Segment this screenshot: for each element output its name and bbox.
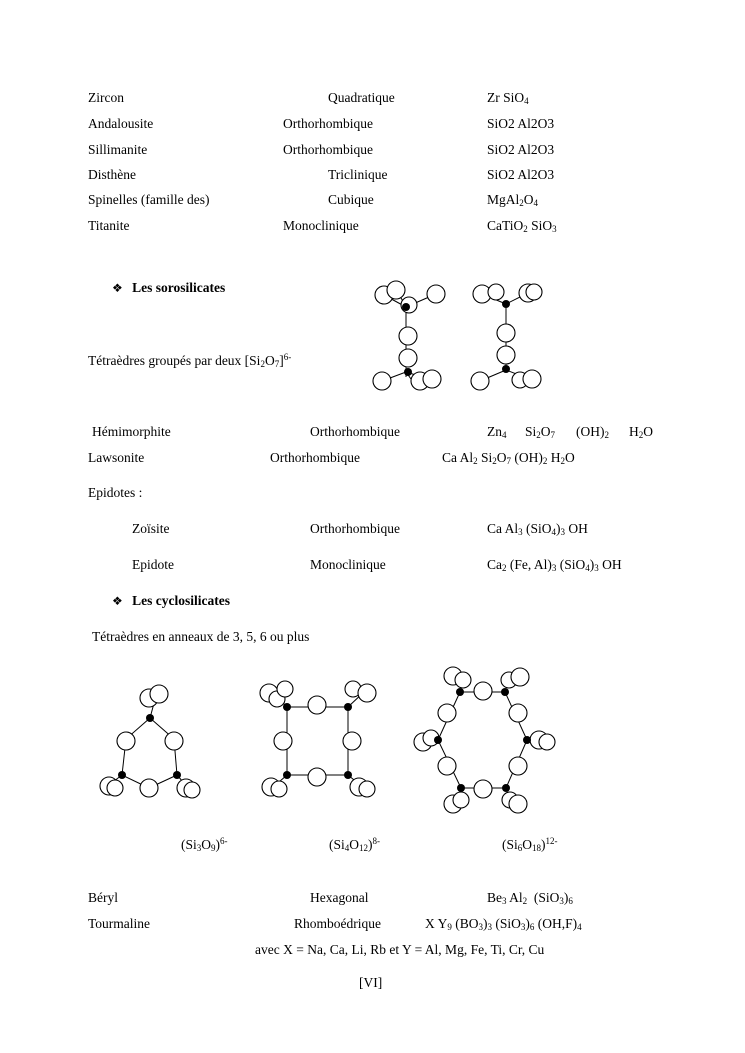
crystal-system: Orthorhombique — [283, 116, 373, 131]
crystal-system: Triclinique — [328, 167, 388, 182]
chemical-formula: X $Y_9$ $(BO_3)_3$ $(SiO_3)_6$ $(OH,F)_4$ — [425, 916, 582, 932]
crystal-system: Monoclinique — [310, 557, 386, 572]
epidotes-label: Epidotes : — [88, 485, 143, 500]
diamond-bullet-icon: ❖ — [112, 594, 123, 608]
crystal-system: Orthorhombique — [283, 142, 373, 157]
page-number: [VI] — [359, 975, 383, 990]
tourmaline-note: avec X = Na, Ca, Li, Rb et Y = Al, Mg, Fe, Ti, Cr, Cu — [255, 942, 545, 957]
chemical-formula: $Ca_2$ (Fe, $Al)_3$ $(SiO_4)_3$ OH — [487, 557, 622, 573]
chemical-formula: CaTiO$_2$ SiO$_3$ — [487, 218, 557, 234]
three-ring-structure-diagram — [95, 682, 215, 807]
mineral-name: Epidote — [132, 557, 174, 572]
mineral-name: Spinelles (famille des) — [88, 192, 210, 207]
crystal-system: Orthorhombique — [310, 424, 400, 439]
chemical-formula: $MgAl_2O_4$ — [487, 192, 539, 208]
mineral-name: Disthène — [88, 167, 136, 182]
disilicate-structure-diagram — [366, 280, 546, 400]
mineral-name: Hémimorphite — [92, 424, 171, 439]
mineral-name: Titanite — [88, 218, 130, 233]
crystal-system: Hexagonal — [310, 890, 369, 905]
ring-label-four: $(Si_4O_{12})^{8-}$ — [329, 836, 381, 853]
chemical-formula: SiO2 Al2O3 — [487, 116, 555, 131]
chemical-formula: Ca $Al_2$ $Si_2O_7$ $(OH)_2$ $H_2O$ — [442, 450, 575, 466]
mineral-name: Zircon — [88, 90, 124, 105]
mineral-name: Sillimanite — [88, 142, 148, 157]
chemical-formula: Ca $Al_3$ $(SiO_4)_3$ OH — [487, 521, 588, 537]
crystal-system: Cubique — [328, 192, 374, 207]
crystal-system: Orthorhombique — [310, 521, 400, 536]
ring-label-three: $(Si_3O_9)^{6-}$ — [181, 836, 228, 853]
chemical-formula: $Be_3$ $Al_2$ $(SiO_3)_6$ — [487, 890, 573, 906]
mineral-name: Andalousite — [88, 116, 154, 131]
crystal-system: Orthorhombique — [270, 450, 360, 465]
ring-label-six: $(Si_6O_{18})^{12-}$ — [502, 836, 558, 853]
crystal-system: Quadratique — [328, 90, 395, 105]
chemical-formula: SiO2 Al2O3 — [487, 142, 555, 157]
crystal-system: Rhomboédrique — [294, 916, 381, 931]
chemical-formula: Zr SiO$_4$ — [487, 90, 529, 106]
diamond-bullet-icon: ❖ — [112, 281, 123, 295]
six-ring-structure-diagram — [405, 660, 565, 820]
sorosilicates-description: Tétraèdres groupés par deux $[Si_2O_7]^{6-}$ — [88, 352, 292, 369]
mineral-name: Zoïsite — [132, 521, 170, 536]
crystal-system: Monoclinique — [283, 218, 359, 233]
cyclosilicates-description: Tétraèdres en anneaux de 3, 5, 6 ou plus — [92, 629, 310, 644]
section-heading-sorosilicates: ❖ Les sorosilicates — [112, 280, 226, 295]
four-ring-structure-diagram — [255, 677, 385, 812]
chemical-formula: SiO2 Al2O3 — [487, 167, 555, 182]
section-heading-cyclosilicates: ❖ Les cyclosilicates — [112, 593, 230, 608]
mineral-name: Lawsonite — [88, 450, 145, 465]
mineral-name: Béryl — [88, 890, 118, 905]
mineral-name: Tourmaline — [88, 916, 151, 931]
